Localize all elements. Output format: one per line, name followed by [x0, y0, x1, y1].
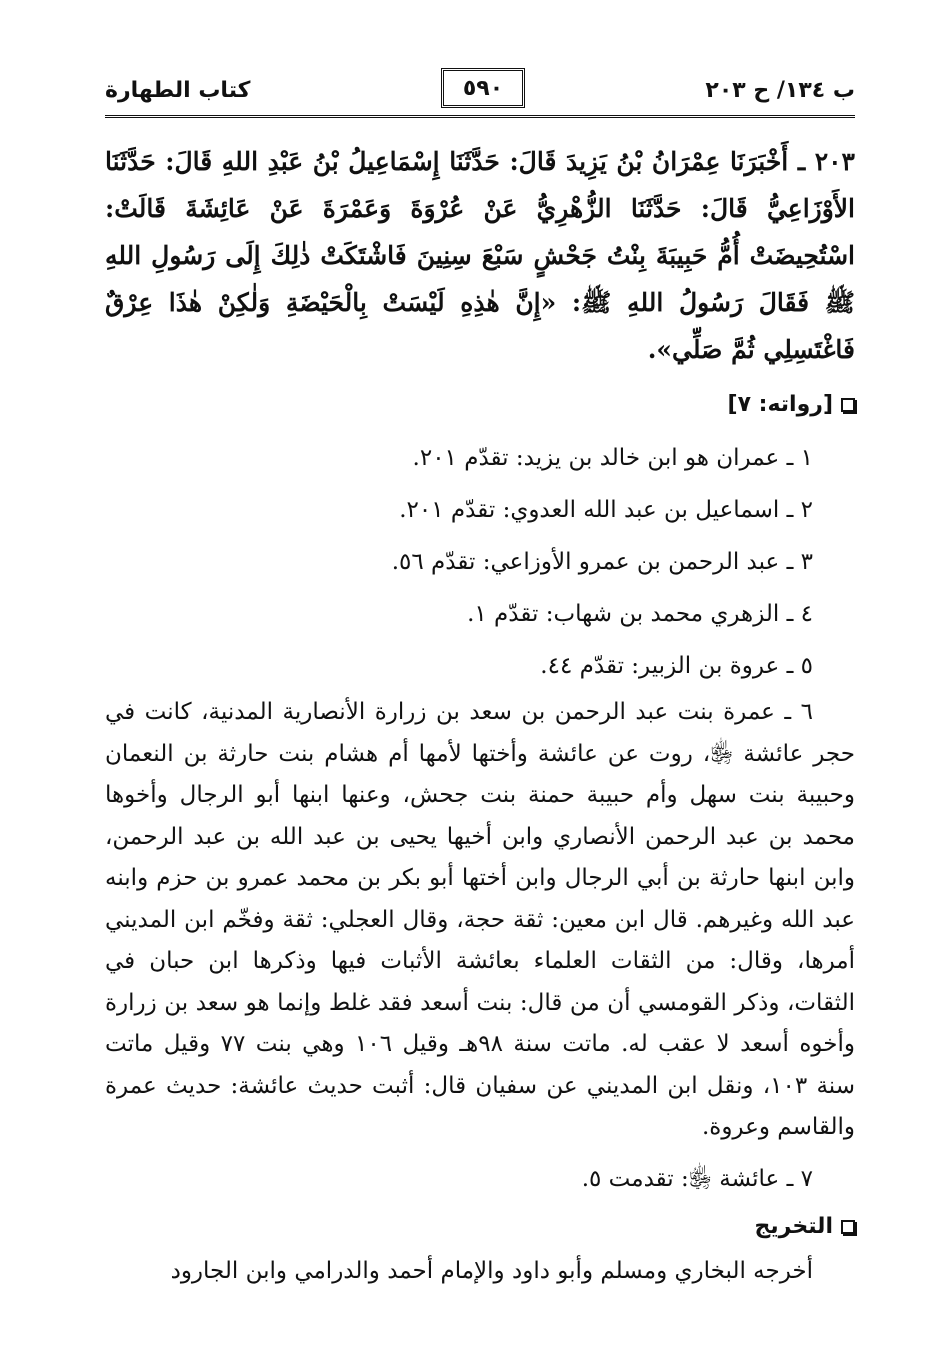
header-divider [105, 115, 855, 118]
takhrij-heading [755, 1214, 855, 1239]
takhrij-text: أخرجه البخاري ومسلم وأبو داود والإمام أحمد والدرامي وابن الجارود [170, 1258, 813, 1284]
hadith-text: ٢٠٣ ـ أَخْبَرَنَا عِمْرَانُ بْنُ يَزِيدَ قَالَ: حَدَّثَنَا إِسْمَاعِيلُ بْنُ عَبْدِ اللهِ قَالَ: حَدَّثَنَا الأَوْزَاعِيُّ قَالَ: حَدَّثَنَا الزُّهْرِيُّ عَنْ عُرْوَةَ وَعَمْرَةَ عَنْ عَائِشَةَ قَالَتْ: اسْتُحِيضَتْ أُمُّ حَبِيبَةَ بِنْتُ جَحْشٍ سَبْعَ سِنِينَ فَاشْتَكَتْ ذٰلِكَ إِلَى رَسُولِ اللهِ ﷺ فَقَالَ رَسُولُ اللهِ ﷺ: «إِنَّ هٰذِهِ لَيْسَتْ بِالْحَيْضَةِ وَلٰكِنْ هٰذَا عِرْقٌ فَاغْتَسِلِي ثُمَّ صَلِّي». [105, 147, 855, 364]
narrator-item: ٣ ـ عبد الرحمن بن عمرو الأوزاعي: تقدّم ٥٦. [391, 549, 813, 575]
narrator-item: ٤ ـ الزهري محمد بن شهاب: تقدّم ١. [467, 601, 813, 627]
narrators-list [105, 432, 855, 1205]
page-number-box [441, 68, 525, 108]
narrator-item: ٢ ـ اسماعيل بن عبد الله العدوي: تقدّم ٢٠١. [399, 497, 813, 523]
narrator-item: ٧ ـ عائشة ﵂: تقدمت ٥. [581, 1165, 813, 1192]
square-bullet-icon [841, 398, 855, 412]
chapter-hadith-reference: ب ١٣٤/ ح ٢٠٣ [705, 78, 855, 103]
page-header [105, 70, 855, 114]
narrator-item: ١ ـ عمران هو ابن خالد بن يزيد: تقدّم ٢٠١. [412, 445, 813, 471]
narrators-heading [728, 392, 856, 417]
page-number: ٥٩٠ [462, 75, 504, 101]
book-title: كتاب الطهارة [105, 78, 251, 103]
takhrij-heading-label: التخريج [754, 1214, 833, 1239]
narrators-heading-label: [رواته: ٧] [727, 392, 833, 417]
square-bullet-icon [841, 1220, 855, 1234]
narrator-biography: ٦ ـ عمرة بنت عبد الرحمن بن سعد بن زرارة الأنصارية المدنية، كانت في حجر عائشة ﵂، روت عن عائشة وأختها لأمها أم هشام بنت حارثة بن النعمان وحبيبة بنت سهل وأم حبيبة حمنة بنت جحش، وعنها ابنها أبو الرجال وأخوها محمد بن عبد الرحمن الأنصاري وابن أخيها يحيى بن عبد الله بن عبد الرحمن، وابن ابنها حارثة بن أبي الرجال وابن أختها أبو بكر بن محمد عمرو بن حزم وابنه عبد الله وغيرهم. قال ابن معين: ثقة حجة، وقال العجلي: ثقة وفخّم ابن المديني أمرها، وقال: من الثقات العلماء بعائشة الأثبات فيها وذكرها ابن حبان في الثقات، وذكر القومسي أن من قال: بنت أسعد فقد غلط وإنما هو سعد بن زرارة وأخوه أسعد لا عقب له. ماتت سنة ٩٨هـ وقيل ١٠٦ وهي بنت ٧٧ وقيل ماتت سنة ١٠٣، ونقل ابن المديني عن سفيان قال: أثبت حديث عائشة: حديث عمرة والقاسم وعروة. [105, 699, 855, 1140]
narrator-item: ٥ ـ عروة بن الزبير: تقدّم ٤٤. [540, 653, 813, 679]
